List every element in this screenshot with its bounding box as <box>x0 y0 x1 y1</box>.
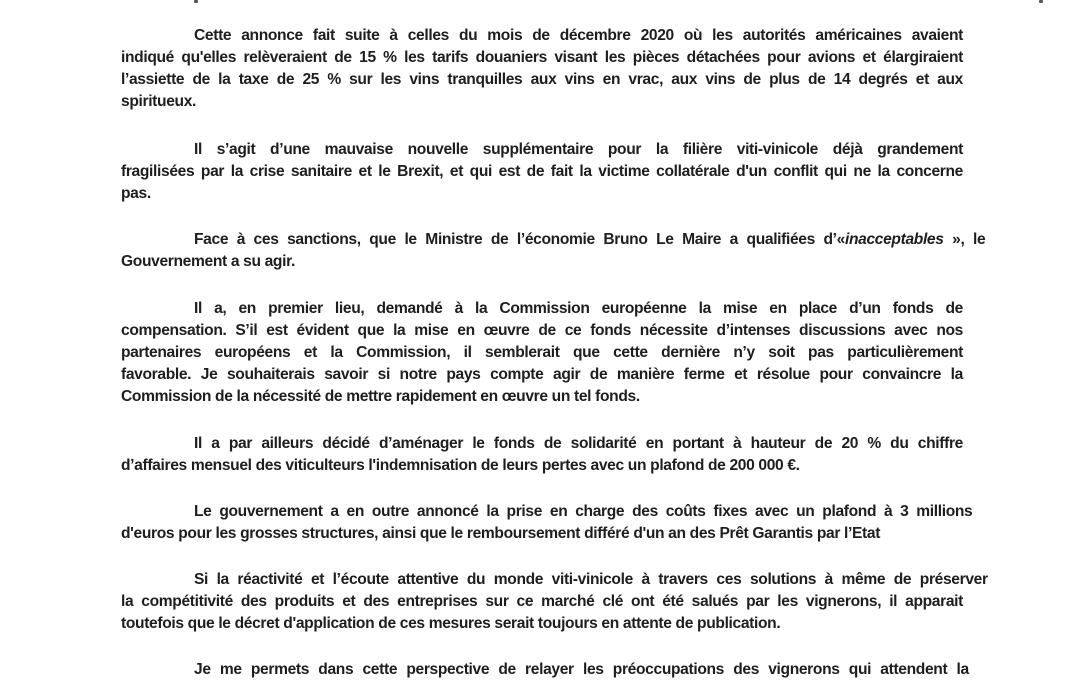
text-line: d’affaires mensuel des viticulteurs l'indemnisation de leurs pertes avec un plafond de 200 000 €. <box>121 457 800 474</box>
paragraph-6 <box>121 501 973 545</box>
text-line: d'euros pour les grosses structures, ainsi que le remboursement différé d'un an des Prêt Garantis par l’Etat <box>121 525 881 542</box>
text-line: la compétitivité des produits et des entreprises sur ce marché clé ont été salués par les vignerons, il apparait <box>121 593 963 610</box>
text-line: Si la réactivité et l’écoute attentive du monde viti-vinicole à travers ces solutions à même de préserver <box>194 571 988 588</box>
text-line: partenaires européens et la Commission, il semblerait que cette dernière n’y soit pas particulièrement <box>121 344 963 361</box>
paragraph-2 <box>121 139 963 205</box>
document-page <box>121 0 988 678</box>
text-line: Face à ces sanctions, que le Ministre de l’économie Bruno Le Maire a qualifiées d’«inacceptables », le <box>194 231 986 248</box>
paragraph-3 <box>121 229 986 273</box>
previous-line-remnant <box>121 0 963 4</box>
text-line: spiritueux. <box>121 93 197 110</box>
paragraph-7 <box>121 569 988 635</box>
text-line: Je me permets dans cette perspective de relayer les préoccupations des vignerons qui attendent la <box>194 661 969 678</box>
text-line: Cette annonce fait suite à celles du mois de décembre 2020 où les autorités américaines avaient <box>194 27 963 44</box>
paragraph-5 <box>121 433 963 477</box>
text-line: favorable. Je souhaiterais savoir si notre pays compte agir de manière ferme et résolue pour convaincre la <box>121 366 963 383</box>
text-line: l’assiette de la taxe de 25 % sur les vins tranquilles aux vins en vrac, aux vins de plus de 14 degrés et aux <box>121 71 963 88</box>
text-line: Commission de la nécessité de mettre rapidement en œuvre un tel fonds. <box>121 388 640 405</box>
text-line: compensation. S’il est évident que la mise en œuvre de ce fonds nécessite d’intenses discussions avec nos <box>121 322 963 339</box>
text-line: Il a par ailleurs décidé d’aménager le fonds de solidarité en portant à hauteur de 20 % du chiffre <box>194 435 963 452</box>
text-line: toutefois que le décret d'application de ces mesures serait toujours en attente de publication. <box>121 615 781 632</box>
text-line: pas. <box>121 185 151 202</box>
text-line: Gouvernement a su agir. <box>121 253 295 270</box>
paragraph-1 <box>121 25 963 113</box>
italic-quote: inacceptables <box>844 231 944 248</box>
text-line: Il s’agit d’une mauvaise nouvelle supplémentaire pour la filière viti-vinicole déjà grandement <box>194 141 963 158</box>
paragraph-4 <box>121 298 963 408</box>
text-line: fragilisées par la crise sanitaire et le Brexit, et qui est de fait la victime collatérale d'un conflit qui ne la concerne <box>121 163 963 180</box>
text-line: Le gouvernement a en outre annoncé la prise en charge des coûts fixes avec un plafond à 3 millions <box>194 503 973 520</box>
text-line: Il a, en premier lieu, demandé à la Commission européenne la mise en place d’un fonds de <box>194 300 963 317</box>
text-line: indiqué qu'elles relèveraient de 15 % les tarifs douaniers visant les pièces détachées pour avions et élargiraient <box>121 49 963 66</box>
paragraph-8 <box>121 659 969 681</box>
